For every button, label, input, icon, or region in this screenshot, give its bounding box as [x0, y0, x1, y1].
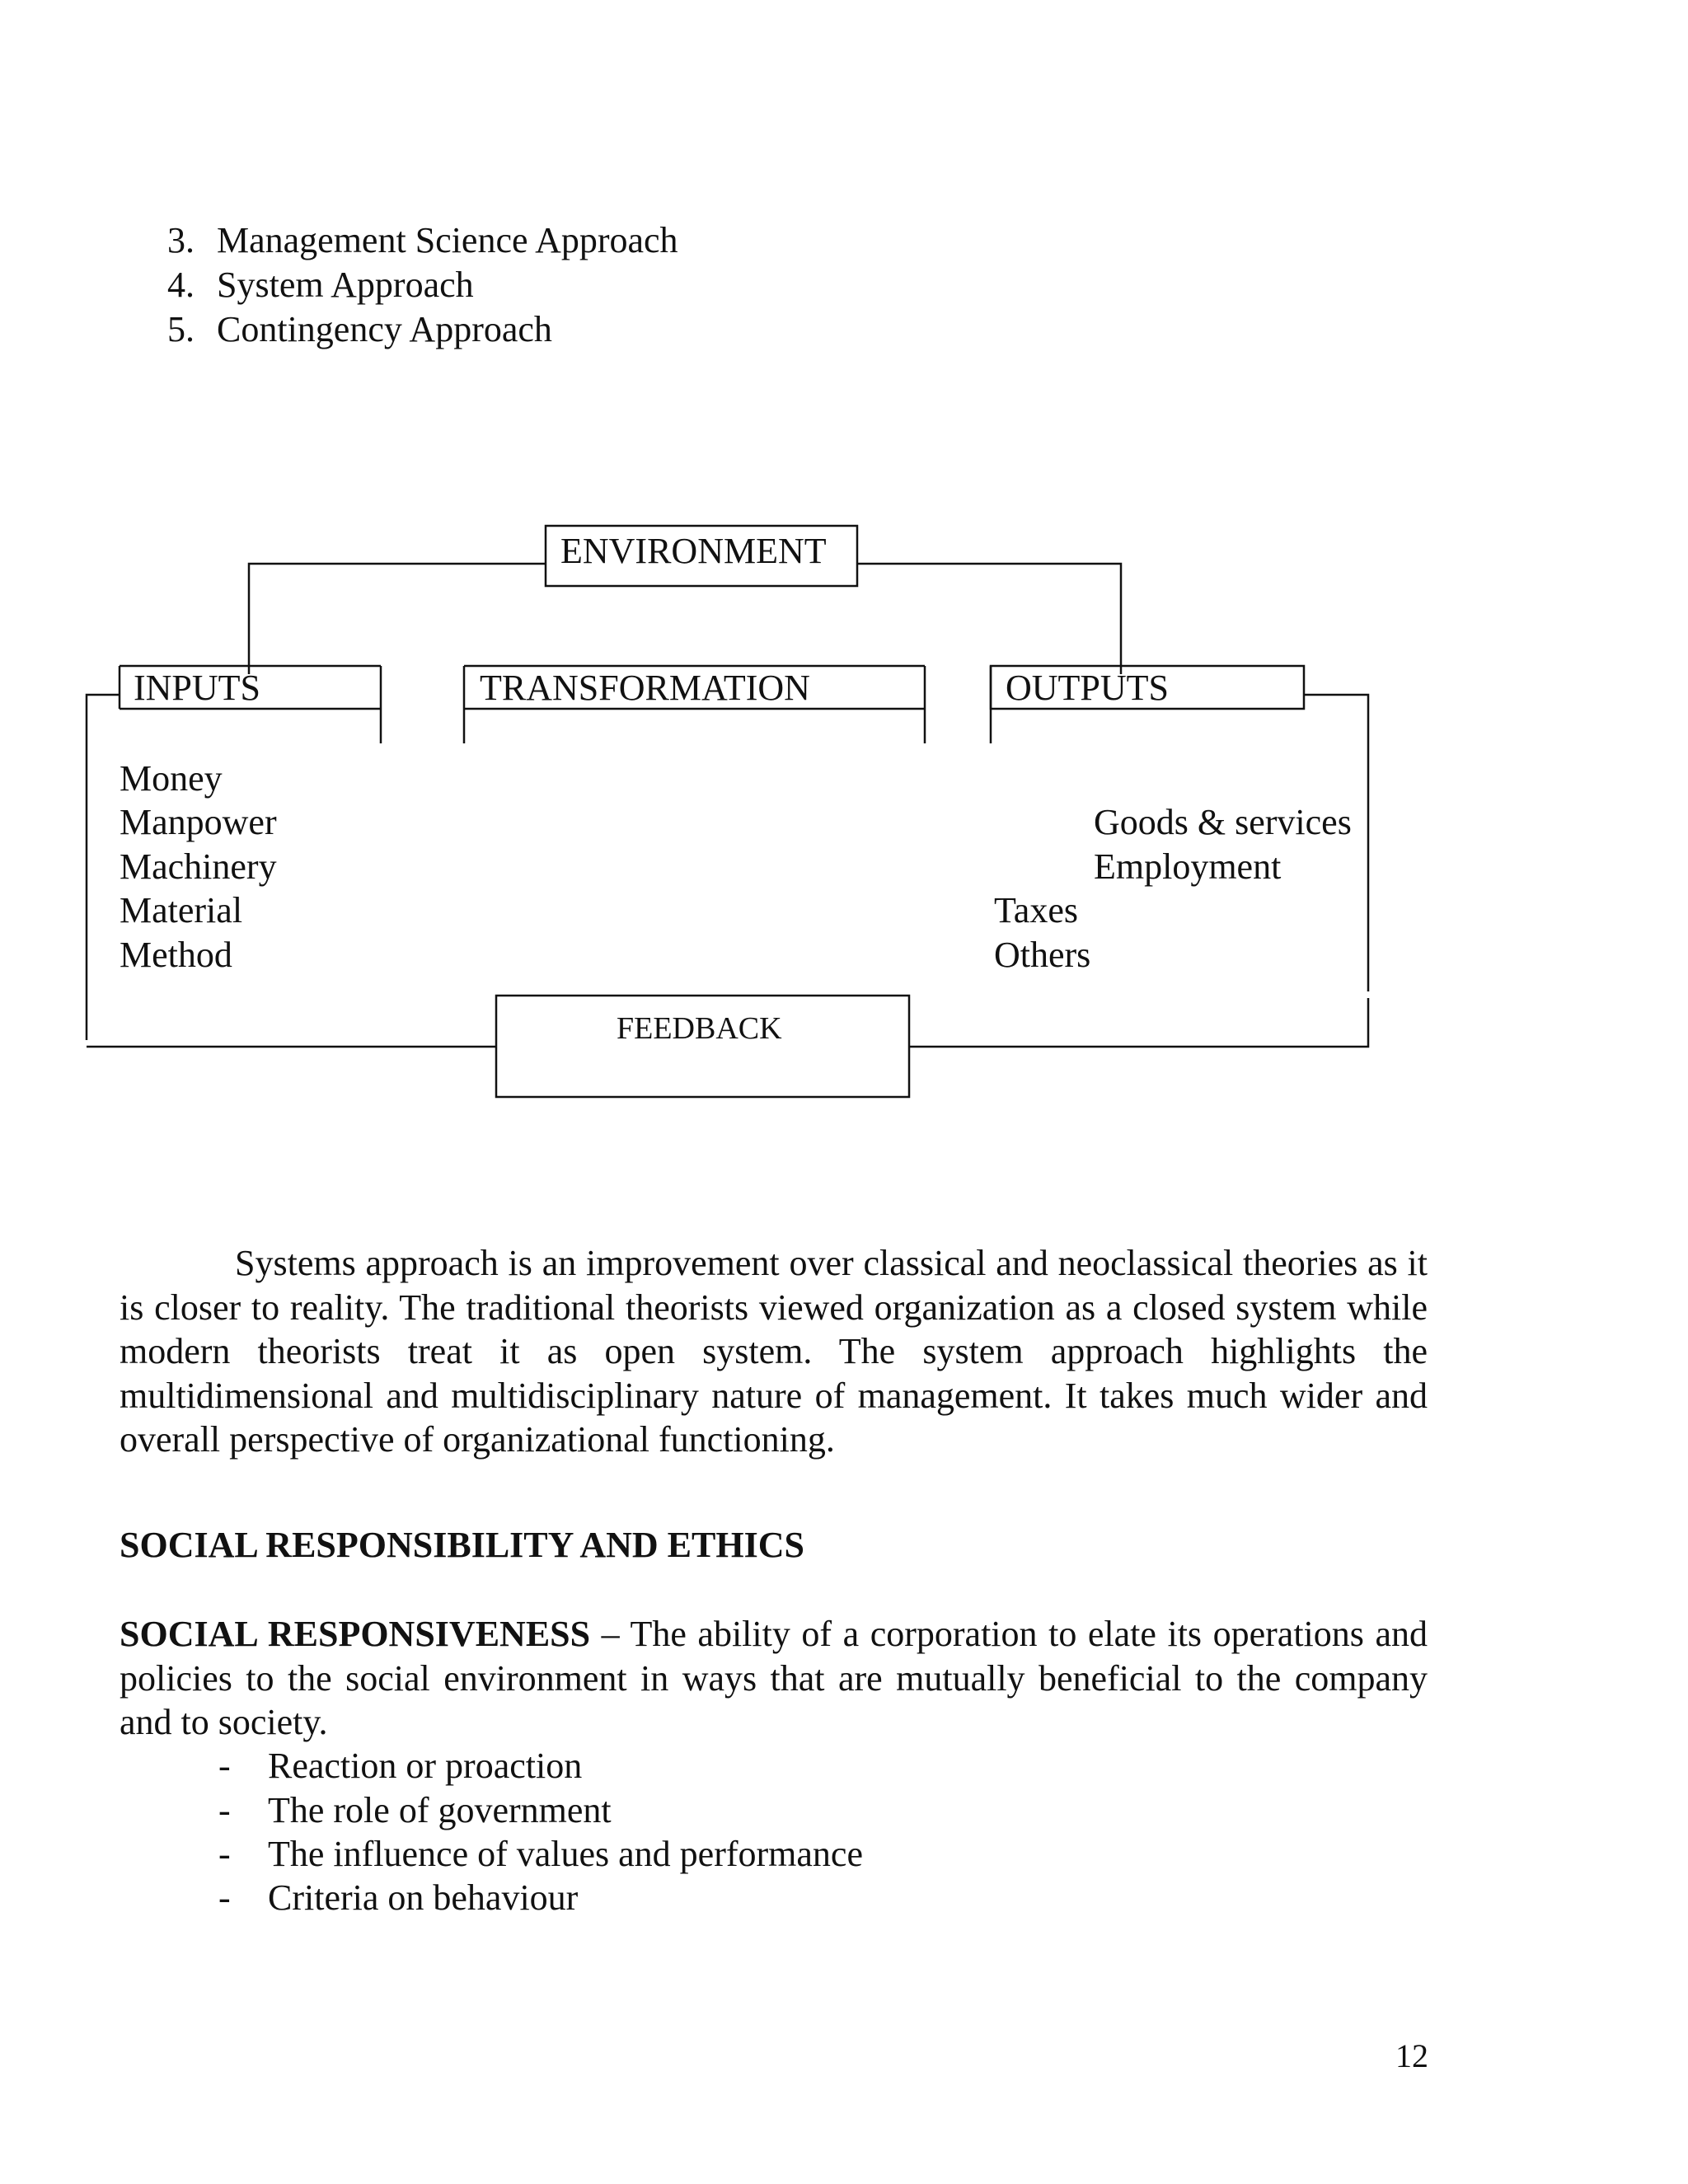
definition-term: SOCIAL RESPONSIVENESS: [120, 1614, 591, 1654]
feedback-label: FEEDBACK: [617, 1011, 782, 1046]
output-item: Others: [994, 935, 1091, 975]
bullet-item: [218, 1788, 612, 1833]
bullet-item: [218, 1744, 582, 1788]
list-label: System Approach: [217, 265, 474, 305]
feedback-line-right: [909, 998, 1368, 1047]
input-item: Machinery: [120, 846, 277, 887]
output-item: Goods & services: [1094, 802, 1352, 842]
list-label: Management Science Approach: [217, 220, 678, 260]
bullet-marker: -: [218, 1834, 231, 1874]
environment-label: ENVIRONMENT: [560, 531, 827, 571]
definition-body: – The ability of a corporation to elate its operations and policies to the social environment in ways that are mutually beneficial to the company and to society.: [120, 1614, 1428, 1742]
list-number: 4.: [167, 265, 195, 305]
bullet-marker: -: [218, 1746, 231, 1786]
bullet-item: [218, 1832, 863, 1877]
input-item: Money: [120, 758, 223, 799]
social-responsiveness-paragraph: [120, 1612, 1428, 1745]
environment-left-connector: [249, 564, 546, 674]
transformation-label: TRANSFORMATION: [480, 668, 810, 708]
bullet-text: The role of government: [268, 1790, 612, 1830]
list-number: 5.: [167, 309, 195, 349]
definition-text: [120, 1612, 1428, 1745]
bullet-marker: -: [218, 1790, 231, 1830]
bullet-text: Criteria on behaviour: [268, 1877, 579, 1918]
output-item: Employment: [1094, 846, 1282, 887]
paragraph-text: Systems approach is an improvement over classical and neoclassical theories as it is closer to reality. The traditional theorists viewed organization as a closed system while modern theorists treat it as open system. The system approach highlights the multidimensional and multidisciplinary nature of management. It takes much wider and overall perspective of organizational functioning.: [120, 1243, 1428, 1460]
list-label: Contingency Approach: [217, 309, 552, 349]
bullet-marker: -: [218, 1877, 231, 1918]
input-item: Material: [120, 890, 243, 930]
inputs-label: INPUTS: [134, 668, 261, 708]
input-item: Method: [120, 935, 232, 975]
environment-right-connector: [857, 564, 1121, 674]
bullet-item: [218, 1876, 578, 1920]
list-number: 3.: [167, 220, 195, 260]
feedback-loop-left: [87, 695, 120, 1040]
systems-paragraph: [120, 1241, 1428, 1462]
output-item: Taxes: [994, 890, 1078, 930]
outputs-label: OUTPUTS: [1006, 668, 1170, 708]
input-item: Manpower: [120, 802, 277, 842]
bullet-text: Reaction or proaction: [268, 1746, 583, 1786]
page-number: 12: [1395, 2037, 1428, 2074]
section-heading: SOCIAL RESPONSIBILITY AND ETHICS: [120, 1525, 804, 1565]
bullet-text: The influence of values and performance: [268, 1834, 863, 1874]
